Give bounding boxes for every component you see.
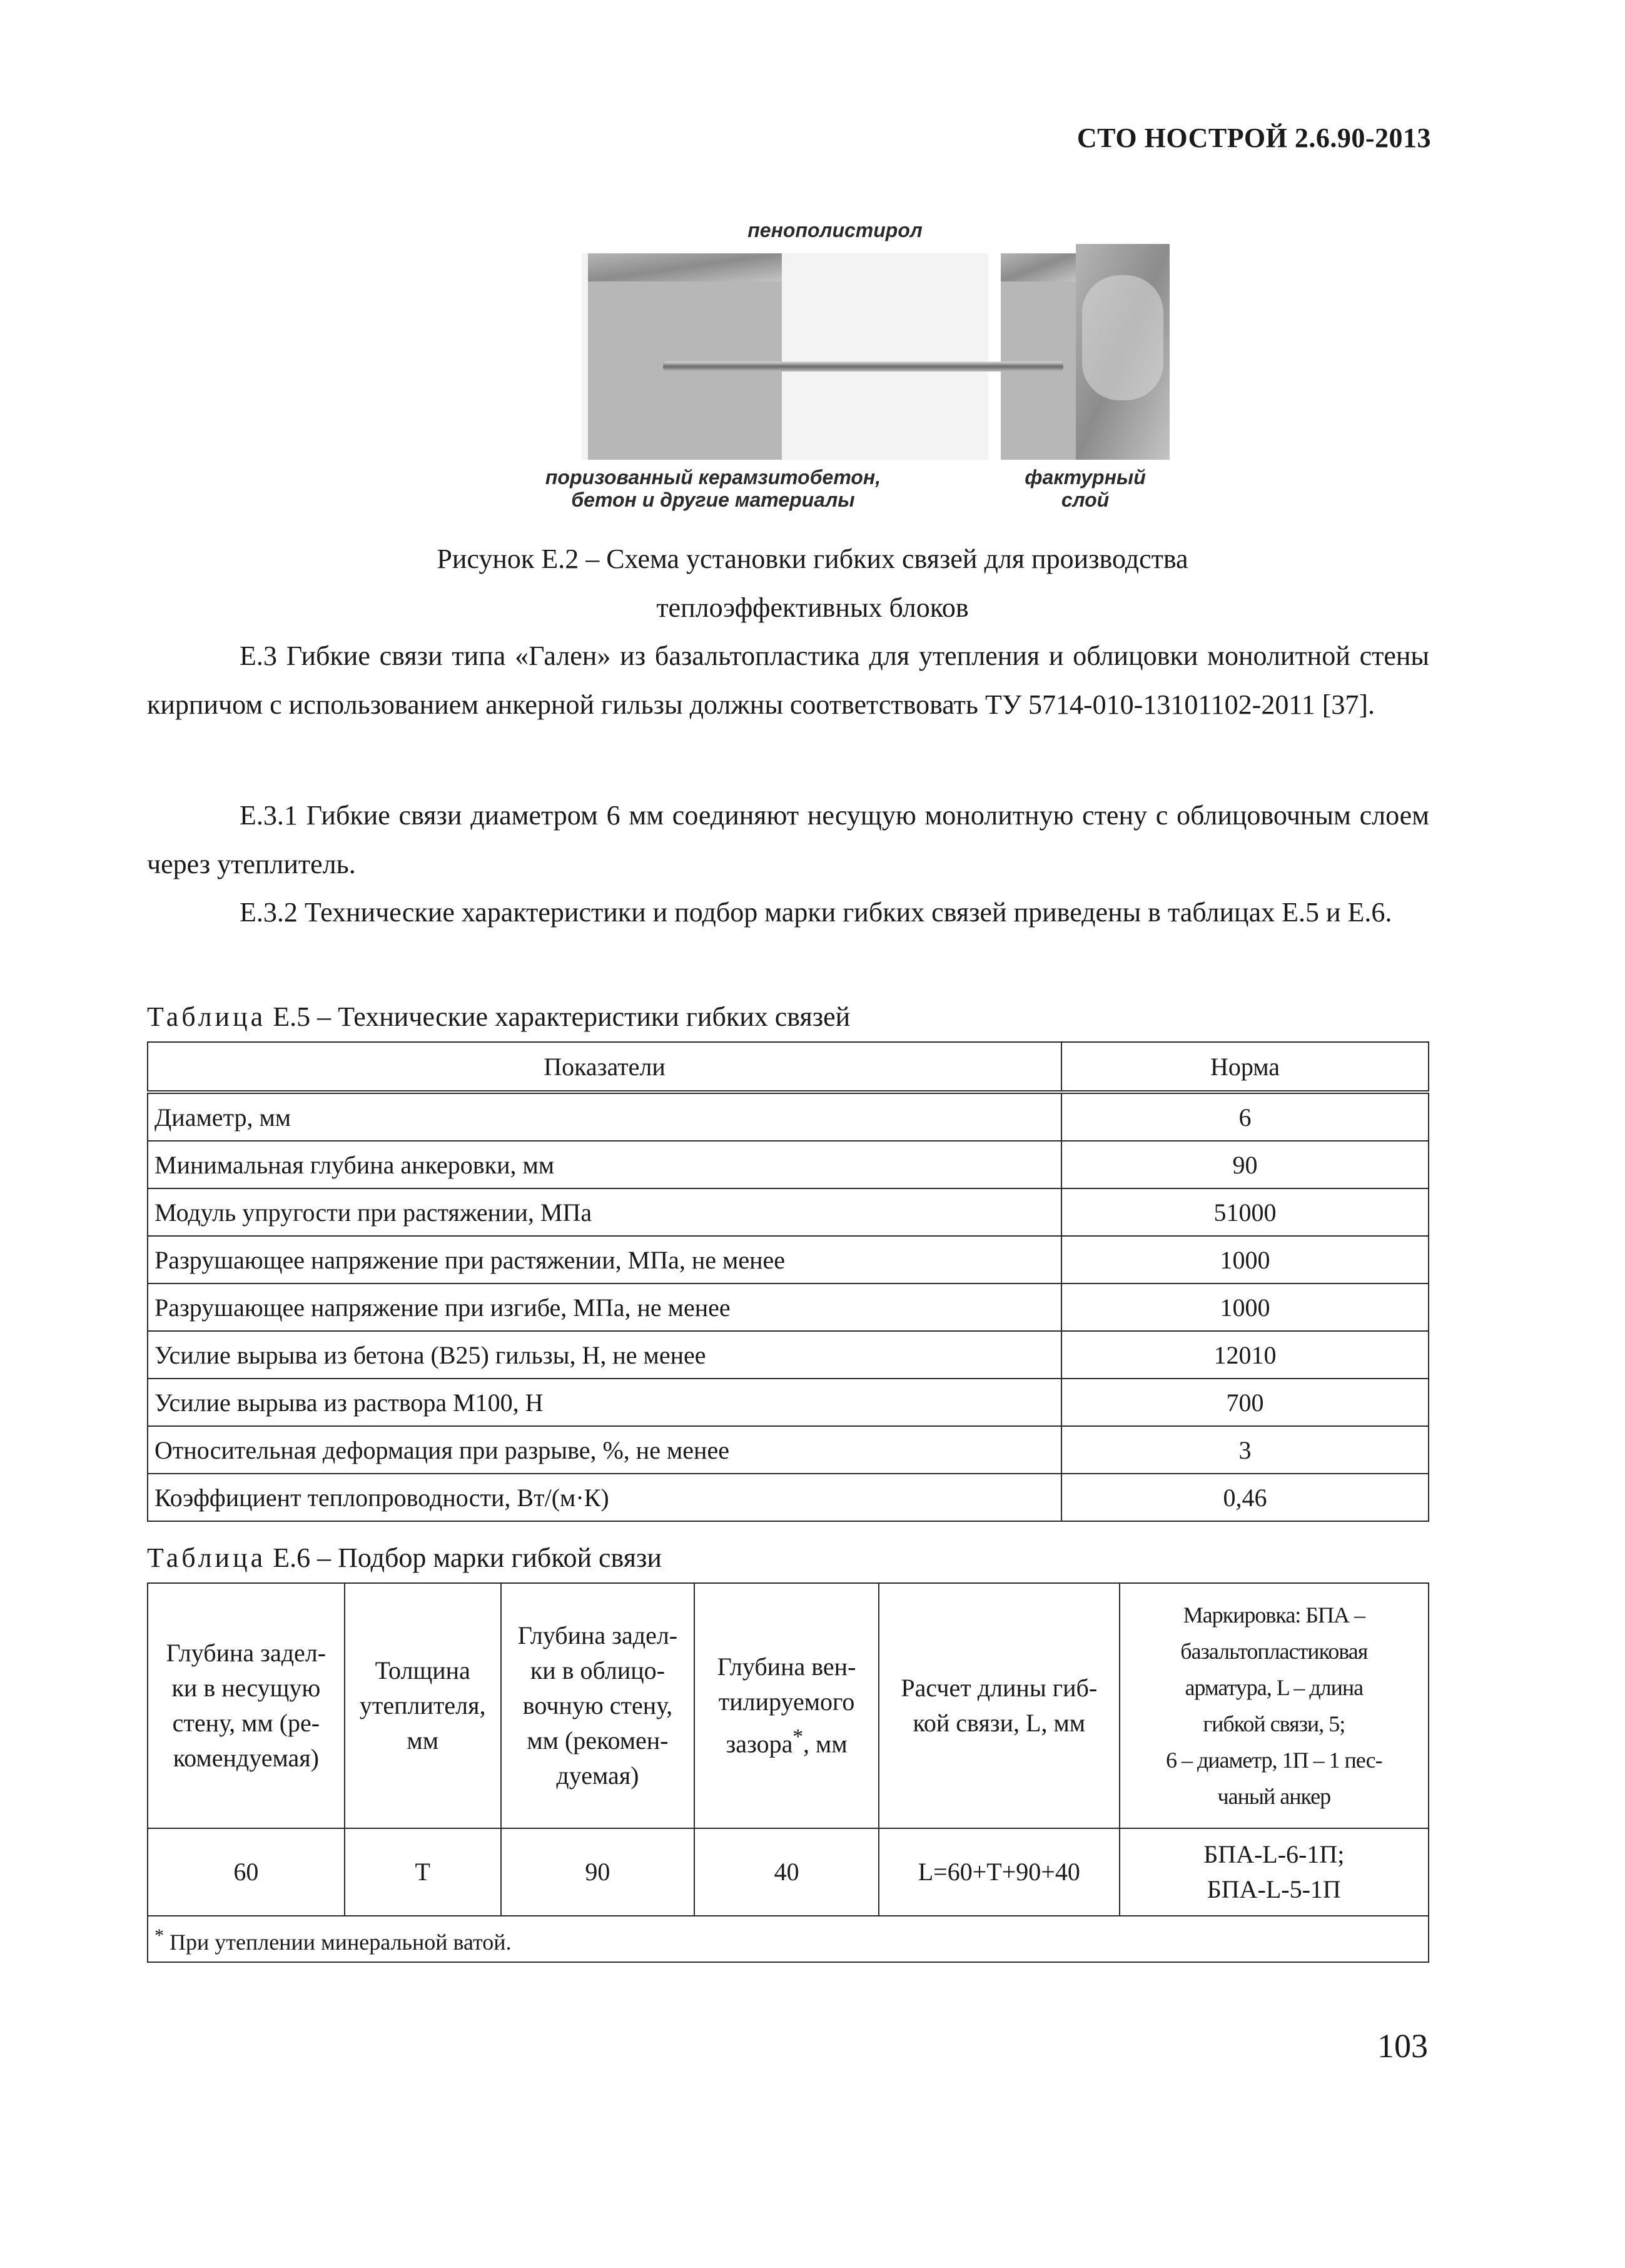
installation-diagram: [494, 219, 1176, 532]
table-row: Разрушающее напряжение при растяжении, МПа, не менее 1000: [148, 1236, 1429, 1283]
header-vent-gap: Глубина вен- тилируемого зазора*, мм: [694, 1583, 879, 1828]
table-e6-caption: Таблица Е.6 – Подбор марки гибкой связи: [147, 1542, 662, 1573]
label-concrete: поризованный керамзитобетон, бетон и другие материалы: [545, 466, 881, 511]
label-texture-layer: фактурный слой: [1025, 466, 1146, 511]
table-row: Усилие вырыва из бетона (В25) гильзы, Н, не менее 12010: [148, 1331, 1429, 1379]
table-row: Диаметр, мм 6: [148, 1092, 1429, 1141]
table-footnote: * При утеплении минеральной ватой.: [148, 1916, 1429, 1962]
table-e5: [147, 1041, 1429, 1522]
figure-caption-line-1: Рисунок Е.2 – Схема установки гибких связей для производства: [437, 544, 1188, 574]
paragraph-e3: Е.3 Гибкие связи типа «Гален» из базальтопластика для утепления и облицовки монолитной стены кирпичом с использованием анкерной гильзы должны соответствовать ТУ 5714-010-13101102-2011 [37].: [147, 640, 1429, 720]
blocks-illustration: [494, 219, 1176, 469]
table-row: Относительная деформация при разрыве, %, не менее 3: [148, 1426, 1429, 1474]
header-depth-bearing: Глубина задел- ки в несущую стену, мм (ре- комендуемая): [148, 1583, 345, 1828]
flexible-tie-rod: [663, 362, 1063, 372]
table-row: Минимальная глубина анкеровки, мм 90: [148, 1141, 1429, 1188]
table-header-row: [148, 1583, 1429, 1828]
table-row: 60 Т 90 40 L=60+Т+90+40 БПА-L-6-1П; БПА-L-5-1П: [148, 1828, 1429, 1916]
paragraph-e3-2: Е.3.2 Технические характеристики и подбор марки гибких связей приведены в таблицах Е.5 и Е.6.: [240, 897, 1392, 928]
header-insulation-thickness: Толщина утеплителя, мм: [345, 1583, 501, 1828]
table-e6: [147, 1582, 1429, 1963]
table-row: Разрушающее напряжение при изгибе, МПа, не менее 1000: [148, 1283, 1429, 1331]
table-row: Модуль упругости при растяжении, МПа 51000: [148, 1188, 1429, 1236]
paragraph-e3-1: Е.3.1 Гибкие связи диаметром 6 мм соединяют несущую монолитную стену с облицовочным слоем через утеплитель.: [147, 800, 1429, 879]
header-depth-facing: Глубина задел- ки в облицо- вочную стену, мм (рекомен- дуемая): [501, 1583, 695, 1828]
table-footnote-row: [148, 1916, 1429, 1962]
header-norm: Норма: [1061, 1042, 1429, 1092]
header-indicators: Показатели: [148, 1042, 1061, 1092]
document-code: СТО НОСТРОЙ 2.6.90-2013: [1076, 123, 1431, 153]
table-e5-caption: Таблица Е.5 – Технические характеристики гибких связей: [147, 1001, 851, 1032]
table-row: Усилие вырыва из раствора М100, Н 700: [148, 1379, 1429, 1426]
header-marking: Маркировка: БПА – базальтопластиковая арматура, L – длина гибкой связи, 5; 6 – диаметр, 1П – 1 пес- чаный анкер: [1120, 1583, 1429, 1828]
table-row: Коэффициент теплопроводности, Вт/(м·К) 0,46: [148, 1474, 1429, 1521]
header-length-calc: Расчет длины гиб- кой связи, L, мм: [879, 1583, 1120, 1828]
page-number: 103: [1377, 2027, 1428, 2065]
table-header-row: [148, 1042, 1429, 1092]
figure-caption-line-2: теплоэффективных блоков: [656, 592, 969, 623]
label-polystyrene: пенополистирол: [747, 219, 923, 241]
